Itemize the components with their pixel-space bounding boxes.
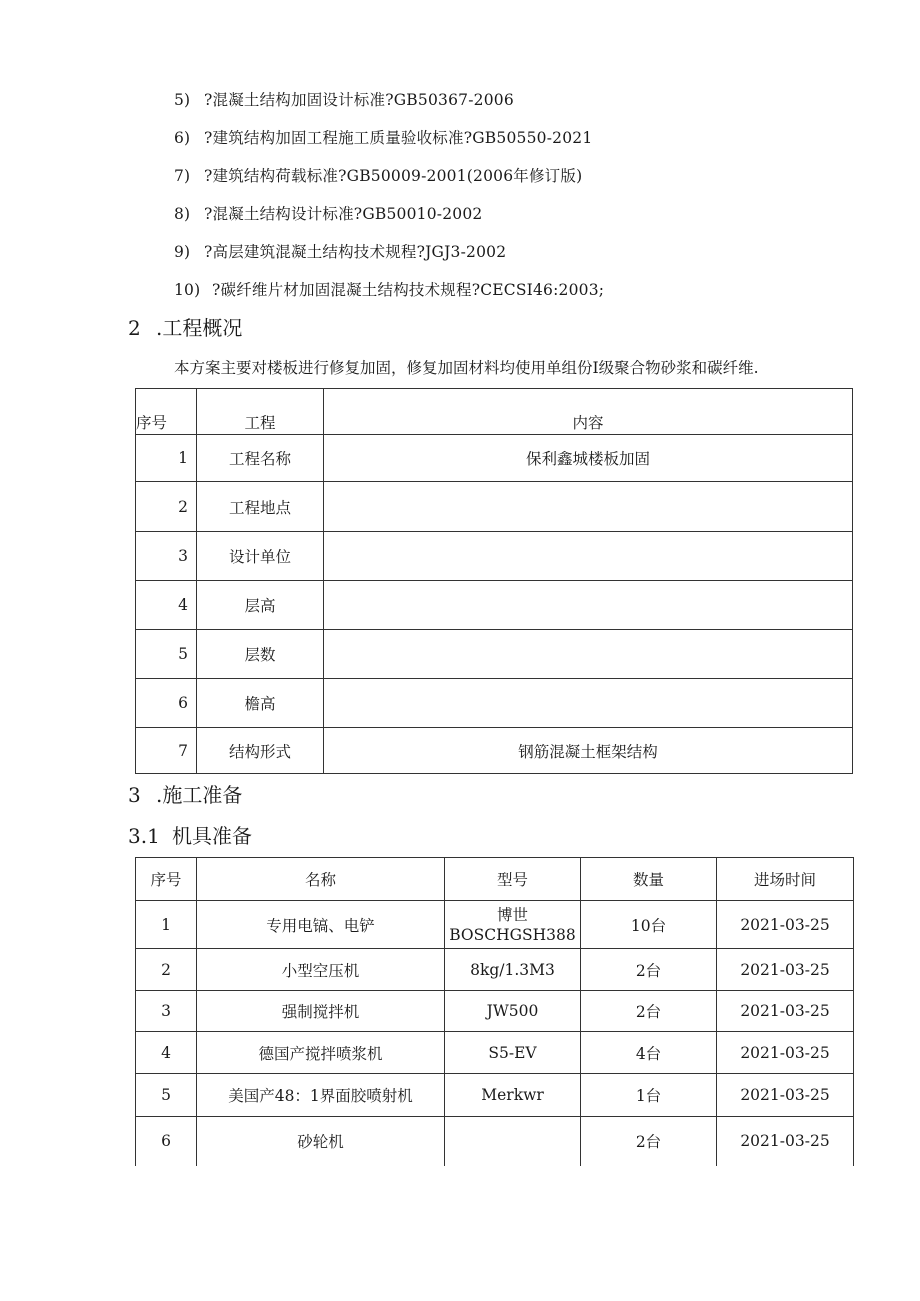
reference-item (174, 88, 514, 110)
cell-name: 砂轮机 (197, 1117, 445, 1166)
cell-content: 保利鑫城楼板加固 (324, 435, 853, 482)
reference-number: 8) (174, 205, 191, 223)
cell-qty: 10台 (581, 901, 717, 949)
cell-item: 层高 (197, 581, 324, 630)
reference-text: ?混凝土结构加固设计标准?GB50367-2006 (204, 91, 514, 109)
equipment-table (135, 857, 854, 1166)
cell-seq: 6 (136, 1117, 197, 1166)
cell-date: 2021-03-25 (717, 991, 854, 1032)
header-name: 名称 (197, 858, 445, 901)
section-title: .工程概况 (156, 316, 243, 340)
cell-model: 8kg/1.3M3 (445, 949, 581, 991)
cell-seq: 1 (136, 435, 197, 482)
header-seq: 序号 (136, 389, 197, 435)
reference-text: ?混凝土结构设计标准?GB50010-2002 (204, 205, 483, 223)
cell-item: 工程名称 (197, 435, 324, 482)
cell-qty: 4台 (581, 1032, 717, 1074)
cell-item: 工程地点 (197, 482, 324, 532)
section-heading-project-overview (128, 312, 242, 341)
cell-name: 强制搅拌机 (197, 991, 445, 1032)
cell-name: 德国产搅拌喷浆机 (197, 1032, 445, 1074)
model-line: 博世 (496, 905, 528, 924)
table-row (136, 630, 853, 679)
header-qty: 数量 (581, 858, 717, 901)
section-title: .施工准备 (156, 783, 243, 807)
section-number: 2 (128, 316, 141, 340)
cell-seq: 4 (136, 581, 197, 630)
table-row (136, 679, 853, 728)
table-row (136, 991, 854, 1032)
cell-content: 钢筋混凝土框架结构 (324, 728, 853, 774)
reference-item (174, 278, 604, 300)
reference-item (174, 240, 506, 262)
cell-date: 2021-03-25 (717, 1074, 854, 1117)
cell-item: 檐高 (197, 679, 324, 728)
cell-model: JW500 (445, 991, 581, 1032)
table-row (136, 949, 854, 991)
cell-content (324, 581, 853, 630)
table-row (136, 1074, 854, 1117)
cell-seq: 1 (136, 901, 197, 949)
cell-item: 结构形式 (197, 728, 324, 774)
intro-paragraph: 本方案主要对楼板进行修复加固，修复加固材料均使用单组份I级聚合物砂浆和碳纤维. (174, 359, 759, 377)
cell-name: 小型空压机 (197, 949, 445, 991)
section-number: 3 (128, 783, 141, 807)
section-number: 3.1 (128, 824, 160, 848)
cell-seq: 2 (136, 482, 197, 532)
cell-qty: 2台 (581, 1117, 717, 1166)
section-title: 机具准备 (172, 824, 252, 848)
reference-text: ?碳纤维片材加固混凝土结构技术规程?CECSI46:2003; (212, 281, 605, 299)
cell-seq: 5 (136, 1074, 197, 1117)
model-line: BOSCHGSH388 (449, 925, 576, 944)
table-row (136, 1117, 854, 1166)
table-header-row (136, 389, 853, 435)
reference-number: 6) (174, 129, 191, 147)
cell-date: 2021-03-25 (717, 1117, 854, 1166)
reference-number: 5) (174, 91, 191, 109)
reference-number: 10) (174, 281, 201, 299)
cell-content (324, 679, 853, 728)
section-heading-construction-prep (128, 779, 242, 808)
project-overview-table (135, 388, 853, 774)
reference-number: 7) (174, 167, 191, 185)
reference-item (174, 126, 592, 148)
cell-model (445, 901, 581, 949)
cell-content (324, 630, 853, 679)
cell-seq: 5 (136, 630, 197, 679)
section-heading-equipment-prep (128, 820, 252, 849)
reference-text: ?高层建筑混凝土结构技术规程?JGJ3-2002 (204, 243, 507, 261)
cell-qty: 2台 (581, 991, 717, 1032)
table-row (136, 1032, 854, 1074)
cell-qty: 2台 (581, 949, 717, 991)
cell-model: Merkwr (445, 1074, 581, 1117)
reference-number: 9) (174, 243, 191, 261)
reference-item (174, 202, 483, 224)
cell-model (445, 1117, 581, 1166)
cell-seq: 2 (136, 949, 197, 991)
cell-seq: 7 (136, 728, 197, 774)
cell-qty: 1台 (581, 1074, 717, 1117)
cell-content (324, 482, 853, 532)
cell-seq: 3 (136, 532, 197, 581)
reference-text: ?建筑结构加固工程施工质量验收标准?GB50550-2021 (204, 129, 593, 147)
table-header-row (136, 858, 854, 901)
header-date: 进场时间 (717, 858, 854, 901)
header-model: 型号 (445, 858, 581, 901)
header-seq: 序号 (136, 858, 197, 901)
header-content: 内容 (324, 389, 853, 435)
cell-date: 2021-03-25 (717, 901, 854, 949)
reference-item (174, 164, 582, 186)
cell-item: 层数 (197, 630, 324, 679)
header-item: 工程 (197, 389, 324, 435)
cell-seq: 6 (136, 679, 197, 728)
cell-seq: 3 (136, 991, 197, 1032)
cell-name: 专用电镐、电铲 (197, 901, 445, 949)
table-row (136, 728, 853, 774)
cell-item: 设计单位 (197, 532, 324, 581)
cell-name: 美国产48：1界面胶喷射机 (197, 1074, 445, 1117)
table-row (136, 901, 854, 949)
reference-text: ?建筑结构荷载标准?GB50009-2001(2006年修订版) (204, 167, 583, 185)
table-row (136, 482, 853, 532)
table-row (136, 532, 853, 581)
cell-seq: 4 (136, 1032, 197, 1074)
table-row (136, 435, 853, 482)
cell-content (324, 532, 853, 581)
table-row (136, 581, 853, 630)
cell-date: 2021-03-25 (717, 949, 854, 991)
cell-model: S5-EV (445, 1032, 581, 1074)
cell-date: 2021-03-25 (717, 1032, 854, 1074)
